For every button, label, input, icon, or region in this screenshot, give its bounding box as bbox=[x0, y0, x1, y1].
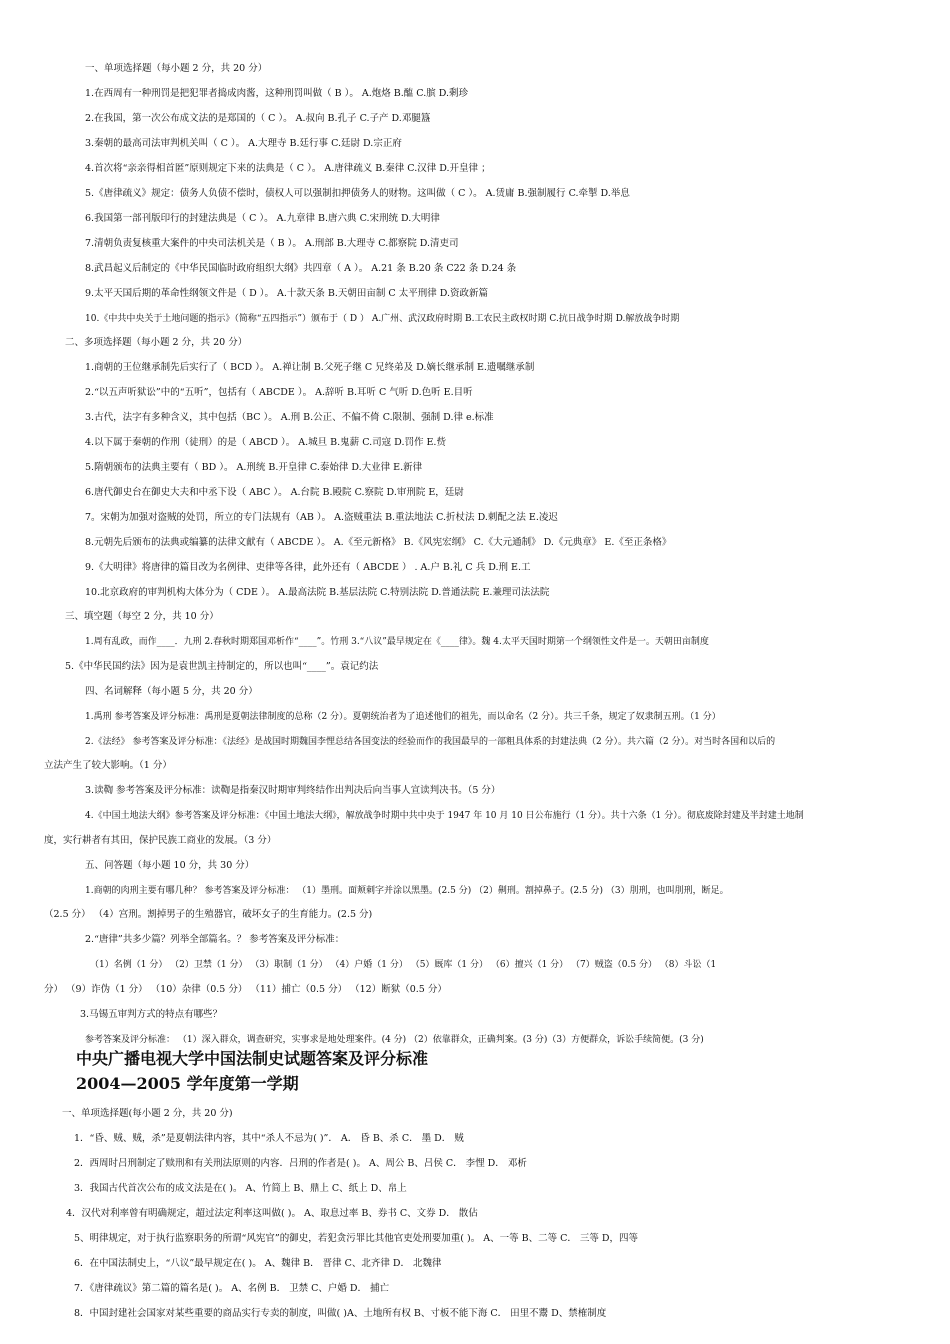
question-line: 10.北京政府的审判机构大体分为（ CDE ）。 A.最高法院 B.基层法院 C.特别法院 D.普通法院 E.兼理司法法院 bbox=[85, 587, 550, 598]
question-line: 6.唐代御史台在御史大夫和中丞下设（ ABC ）。 A.台院 B.殿院 C.察院 D.审刑院 E，廷尉 bbox=[85, 487, 464, 498]
question-line: 4.首次将“亲亲得相首匿”原则规定下来的法典是（ C ）。 A.唐律疏义 B.秦律 C.汉律 D.开皇律 ； bbox=[85, 163, 491, 174]
section-heading: 五、问答题（每小题 10 分，共 30 分） bbox=[85, 860, 255, 871]
answer-line: （2.5 分） （4）宫刑。割掉男子的生殖器官，破坏女子的生育能力。(2.5 分) bbox=[44, 909, 373, 920]
question-line: 1.在西周有一种刑罚是把犯罪者捣成肉酱，这种刑罚叫做（ B ）。 A.炮烙 B.醢 C.膑 D.剩珍 bbox=[85, 88, 469, 99]
question-line: 7．《唐律疏议》第二篇的篇名是( )。 A、名例 B． 卫禁 C、户婚 D． 捕亡 bbox=[74, 1283, 390, 1294]
question-line: 2.“以五声听狱讼”中的“五听”，包括有（ ABCDE ）。 A.辞听 B.耳听 C 气听 D.色听 E.目听 bbox=[85, 387, 473, 398]
exam-term: 2004—2005 学年度第一学期 bbox=[76, 1074, 299, 1093]
question-line: 1．“昏、贼、贼，杀”是夏朝法律内容，其中“杀人不忌为( )”． A． 昏 B、杀 C． 墨 D． 贼 bbox=[74, 1133, 464, 1144]
question-line: 3．我国古代首次公布的成文法是在( )。 A、竹简上 B、鼎上 C、纸上 D、帛上 bbox=[74, 1183, 407, 1194]
exam-title: 中央广播电视大学中国法制史试题答案及评分标准 bbox=[76, 1049, 429, 1068]
question-line: 5.《中华民国约法》因为是袁世凯主持制定的，所以也叫“____”。袁记约法 bbox=[65, 661, 379, 672]
question-line: 2．西周时吕刑制定了赎刑和有关刑法原则的内容．吕刑的作者是( )。 A、周公 B、吕侯 C． 李悝 D． 邓析 bbox=[74, 1158, 527, 1169]
question-line: 10.《中共中央关于土地问题的指示》（简称“五四指示”）颁布于（ D ） A.广州、武汉政府时期 B.工农民主政权时期 C.抗日战争时期 D.解放战争时期 bbox=[85, 314, 680, 324]
question-line: 5.《唐律疏义》规定：债务人负债不偿时，债权人可以强制扣押债务人的财物。这叫做（ C ）。 A.赁庸 B.强制履行 C.牵掣 D.举息 bbox=[85, 188, 630, 199]
answer-line: 2.《法经》 参考答案及评分标准：《法经》是战国时期魏国李悝总结各国变法的经验而作的我国最早的一部粗具体系的封建法典（2 分）。共六篇（2 分）。对当时各国和以后的 bbox=[85, 737, 776, 747]
answer-line: 分） （9）诈伪（1 分） （10）杂律（0.5 分） （11）捕亡（0.5 分） （12）断狱（0.5 分） bbox=[44, 984, 447, 995]
question-line: 3.古代，法字有多种含义，其中包括（BC ）。 A.刑 B.公正、不偏不倚 C.限制、强制 D.律 e.标准 bbox=[85, 412, 494, 423]
answer-line: 2.“唐律”共多少篇？列举全部篇名。？ 参考答案及评分标准： bbox=[85, 934, 345, 945]
question-line: 8．中国封建社会国家对某些重要的商品实行专卖的制度，叫做( )A、土地所有权 B、寸板不能下海 C． 田里不鬻 D、禁榷制度 bbox=[74, 1308, 607, 1319]
section-heading: 一、单项选择题(每小题 2 分，共 20 分) bbox=[62, 1108, 233, 1119]
question-line: 8.元朝先后颁布的法典或编纂的法律文献有（ ABCDE ）。 A.《至元新格》 B.《风宪宏纲》 C.《大元通制》 D.《元典章》 E.《至正条格》 bbox=[85, 537, 672, 548]
question-line: 5、明律规定，对于执行监察职务的所谓“风宪官”的御史，若犯贪污罪比其他官吏处刑要加重( )。 A、一等 B、二等 C． 三等 D，四等 bbox=[74, 1233, 639, 1244]
question-line: 9.太平天国后期的革命性纲领文件是（ D ）。 A.十款天条 B.天朝田亩制 C 太平刑律 D.资政新篇 bbox=[85, 288, 489, 299]
question-line: 6．在中国法制史上，“八议”最早规定在( )。 A、魏律 B． 晋律 C、北齐律 D． 北魏律 bbox=[74, 1258, 442, 1269]
section-heading: 三、填空题（每空 2 分，共 10 分） bbox=[65, 611, 219, 622]
question-line: 9.《大明律》将唐律的篇目改为名例律、吏律等各律，此外还有（ ABCDE ） . A.户 B.礼 C 兵 D.刑 E.工 bbox=[85, 562, 531, 573]
section-heading: 四、名词解释（每小题 5 分，共 20 分） bbox=[85, 686, 258, 697]
question-line: 1.周有乱政，而作____．九刑 2.春秋时期郑国邓析作“____”。竹刑 3.“八议”最早规定在《____律》。魏 4.太平天国时期第一个纲领性文件是一。天朝田亩制度 bbox=[85, 637, 709, 647]
question-line: 5.隋朝颁布的法典主要有（ BD ）。 A.刑统 B.开皇律 C.泰始律 D.大业律 E.新律 bbox=[85, 462, 423, 473]
answer-line: 1.商朝的肉刑主要有哪几种？ 参考答案及评分标准： （1）墨刑。面颊刺字并涂以黑墨。(2.5 分) （2）劓刑。割掉鼻子。(2.5 分) （3）刖刑，也叫刖刑，断足。 bbox=[85, 886, 729, 896]
answer-line: 4.《中国土地法大纲》参考答案及评分标准：《中国土地法大纲》，解放战争时期中共中央于 1947 年 10 月 10 日公布施行（1 分）。共十六条（1 分）。彻底废除封建及半封建土地制 bbox=[85, 811, 804, 821]
section-heading: 二、多项选择题（每小题 2 分，共 20 分） bbox=[65, 337, 248, 348]
question-line: 4．汉代对利率曾有明确规定，超过法定利率这叫做( )。 A、取息过率 B、券书 C、文券 D． 散佔 bbox=[66, 1208, 478, 1219]
question-line: 7。宋朝为加强对盗贼的处罚，所立的专门法规有（AB ）。 A.盗贼重法 B.重法地法 C.折杖法 D.刺配之法 E.凌迟 bbox=[85, 512, 558, 523]
answer-line: 1.禹刑 参考答案及评分标准：禹刑是夏朝法律制度的总称（2 分）。夏朝统治者为了追述他们的祖先，而以命名（2 分）。共三千条，规定了奴隶制五刑。（1 分） bbox=[85, 712, 721, 722]
question-line: 2.在我国，第一次公布成文法的是郑国的（ C ）。 A.叔向 B.孔子 C.子产 D.邓腿簋 bbox=[85, 113, 431, 124]
answer-line: 立法产生了较大影响。（1 分） bbox=[44, 760, 172, 771]
question-line: 1.商朝的王位继承制先后实行了（ BCD ）。 A.禅让制 B.父死子继 C 兄终弟及 D.嫡长继承制 E.遗嘱继承制 bbox=[85, 362, 535, 373]
question-line: 3.秦朝的最高司法审判机关叫（ C ）。 A.大理寺 B.廷行事 C.廷尉 D.宗正府 bbox=[85, 138, 402, 149]
question-line: 7.清朝负责复核重大案件的中央司法机关是（ B ）。 A.刑部 B.大理寺 C.都察院 D.清吏司 bbox=[85, 238, 459, 249]
section-heading: 一、单项选择题（每小题 2 分，共 20 分） bbox=[85, 63, 268, 74]
answer-line: 度，实行耕者有其田，保护民族工商业的发展。（3 分） bbox=[44, 835, 277, 846]
answer-line: 参考答案及评分标准： （1）深入群众，调查研究，实事求是地处理案件。(4 分) （2）依靠群众，正确判案。(3 分)（3）方便群众，诉讼手续简便。(3 分) bbox=[85, 1035, 704, 1045]
answer-line: 3.马锡五审判方式的特点有哪些？ bbox=[80, 1009, 223, 1020]
answer-line: （1）名例（1 分） （2）卫禁（1 分） （3）职制（1 分） （4）户婚（1 分） （5）厩库（1 分） （6）擅兴（1 分） （7）贼盗（0.5 分） （8）斗讼（1 bbox=[90, 960, 717, 970]
answer-line: 3.读鞫 参考答案及评分标准：读鞫是指秦汉时期审判终结作出判决后向当事人宣读判决书。（5 分） bbox=[85, 785, 501, 796]
question-line: 6.我国第一部刊版印行的封建法典是（ C ）。 A.九章律 B.唐六典 C.宋刑统 D.大明律 bbox=[85, 213, 440, 224]
question-line: 8.武昌起义后制定的《中华民国临时政府组织大纲》共四章（ A ）。 A.21 条 B.20 条 C22 条 D.24 条 bbox=[85, 263, 517, 274]
question-line: 4.以下属于秦朝的作刑（徒刑）的是（ ABCD ）。 A.城旦 B.鬼薪 C.司寇 D.罚作 E.赀 bbox=[85, 437, 446, 448]
